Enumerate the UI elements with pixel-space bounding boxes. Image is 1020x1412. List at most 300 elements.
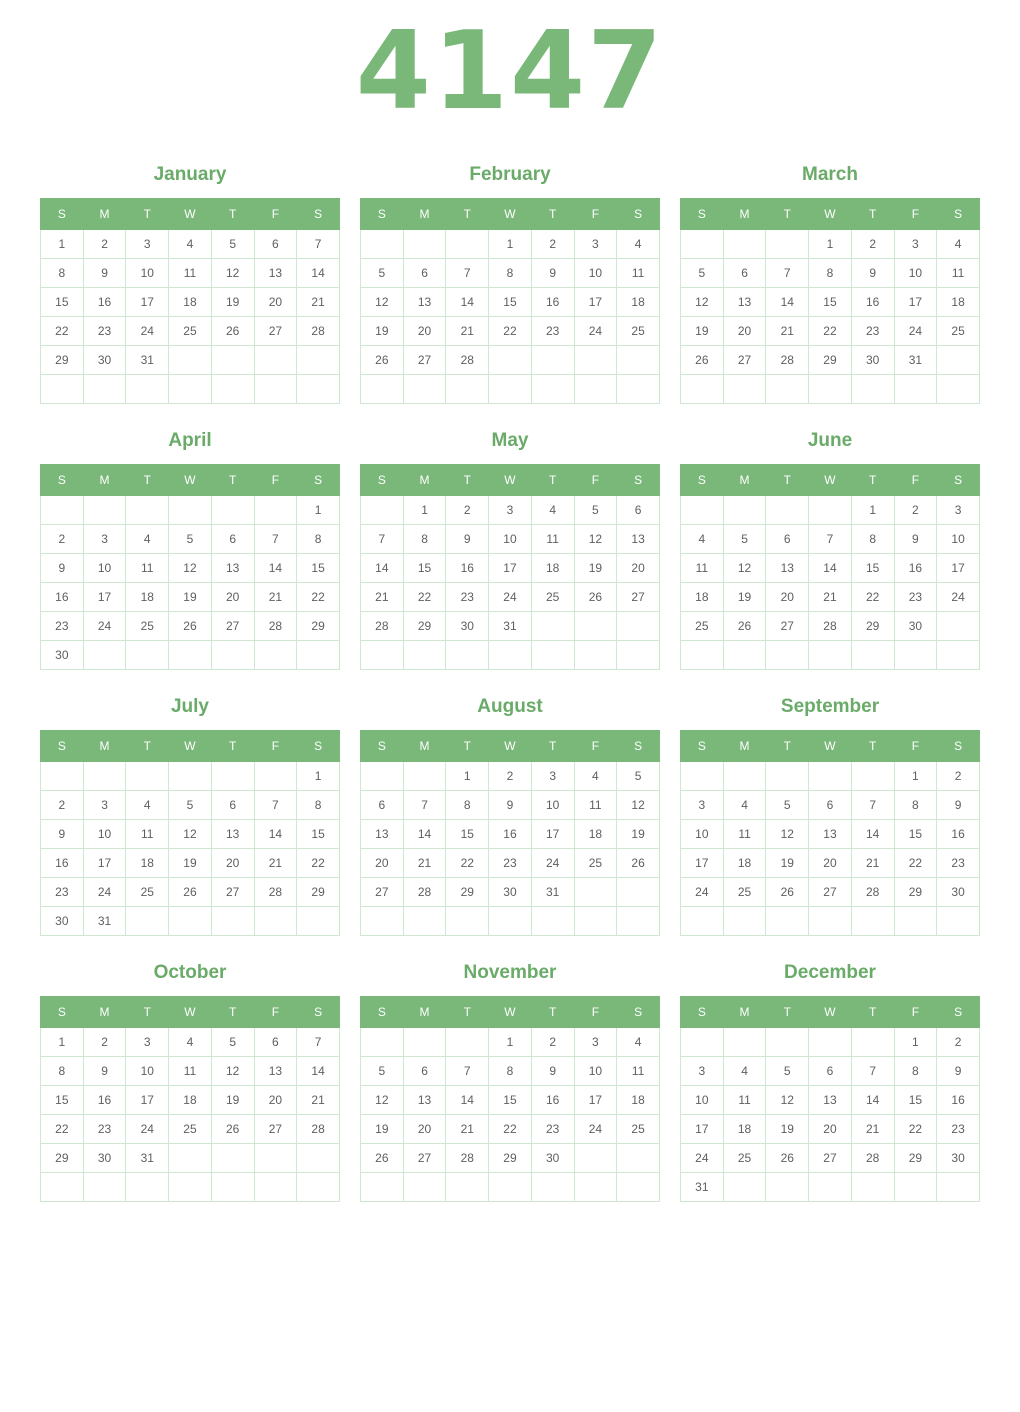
day-cell[interactable]: 31 bbox=[489, 612, 532, 641]
day-cell[interactable]: 6 bbox=[254, 1028, 297, 1057]
day-cell[interactable]: 19 bbox=[169, 849, 212, 878]
day-cell[interactable]: 28 bbox=[297, 317, 340, 346]
day-cell[interactable]: 5 bbox=[169, 525, 212, 554]
day-cell[interactable]: 2 bbox=[531, 1028, 574, 1057]
day-cell[interactable]: 1 bbox=[809, 230, 852, 259]
day-cell[interactable]: 22 bbox=[446, 849, 489, 878]
day-cell[interactable]: 10 bbox=[126, 259, 169, 288]
day-cell[interactable]: 21 bbox=[851, 1115, 894, 1144]
day-cell[interactable]: 23 bbox=[937, 849, 980, 878]
day-cell[interactable]: 6 bbox=[211, 791, 254, 820]
day-cell[interactable]: 29 bbox=[894, 878, 937, 907]
day-cell[interactable]: 1 bbox=[41, 230, 84, 259]
day-cell[interactable]: 28 bbox=[851, 878, 894, 907]
day-cell[interactable]: 19 bbox=[681, 317, 724, 346]
day-cell[interactable]: 11 bbox=[574, 791, 617, 820]
day-cell[interactable]: 16 bbox=[937, 1086, 980, 1115]
day-cell[interactable]: 14 bbox=[254, 554, 297, 583]
day-cell[interactable]: 18 bbox=[617, 288, 660, 317]
day-cell[interactable]: 21 bbox=[254, 583, 297, 612]
day-cell[interactable]: 22 bbox=[489, 317, 532, 346]
day-cell[interactable]: 12 bbox=[211, 259, 254, 288]
day-cell[interactable]: 27 bbox=[361, 878, 404, 907]
day-cell[interactable]: 7 bbox=[297, 1028, 340, 1057]
day-cell[interactable]: 21 bbox=[809, 583, 852, 612]
day-cell[interactable]: 19 bbox=[766, 849, 809, 878]
day-cell[interactable]: 22 bbox=[41, 1115, 84, 1144]
day-cell[interactable]: 30 bbox=[531, 1144, 574, 1173]
day-cell[interactable]: 3 bbox=[531, 762, 574, 791]
day-cell[interactable]: 27 bbox=[723, 346, 766, 375]
day-cell[interactable]: 2 bbox=[83, 1028, 126, 1057]
day-cell[interactable]: 8 bbox=[41, 1057, 84, 1086]
day-cell[interactable]: 24 bbox=[83, 612, 126, 641]
day-cell[interactable]: 12 bbox=[766, 1086, 809, 1115]
day-cell[interactable]: 28 bbox=[361, 612, 404, 641]
day-cell[interactable]: 29 bbox=[851, 612, 894, 641]
day-cell[interactable]: 11 bbox=[681, 554, 724, 583]
day-cell[interactable]: 14 bbox=[361, 554, 404, 583]
day-cell[interactable]: 9 bbox=[937, 791, 980, 820]
day-cell[interactable]: 26 bbox=[361, 1144, 404, 1173]
day-cell[interactable]: 4 bbox=[617, 230, 660, 259]
day-cell[interactable]: 28 bbox=[809, 612, 852, 641]
day-cell[interactable]: 7 bbox=[809, 525, 852, 554]
day-cell[interactable]: 31 bbox=[894, 346, 937, 375]
day-cell[interactable]: 3 bbox=[83, 791, 126, 820]
day-cell[interactable]: 30 bbox=[446, 612, 489, 641]
day-cell[interactable]: 8 bbox=[809, 259, 852, 288]
day-cell[interactable]: 2 bbox=[851, 230, 894, 259]
day-cell[interactable]: 7 bbox=[851, 1057, 894, 1086]
day-cell[interactable]: 15 bbox=[894, 1086, 937, 1115]
day-cell[interactable]: 5 bbox=[361, 259, 404, 288]
day-cell[interactable]: 11 bbox=[169, 1057, 212, 1086]
day-cell[interactable]: 11 bbox=[169, 259, 212, 288]
day-cell[interactable]: 18 bbox=[937, 288, 980, 317]
day-cell[interactable]: 23 bbox=[851, 317, 894, 346]
day-cell[interactable]: 26 bbox=[169, 612, 212, 641]
day-cell[interactable]: 17 bbox=[83, 849, 126, 878]
day-cell[interactable]: 1 bbox=[403, 496, 446, 525]
day-cell[interactable]: 8 bbox=[489, 1057, 532, 1086]
day-cell[interactable]: 21 bbox=[297, 1086, 340, 1115]
day-cell[interactable]: 27 bbox=[254, 317, 297, 346]
day-cell[interactable]: 12 bbox=[617, 791, 660, 820]
day-cell[interactable]: 27 bbox=[254, 1115, 297, 1144]
day-cell[interactable]: 13 bbox=[723, 288, 766, 317]
day-cell[interactable]: 21 bbox=[851, 849, 894, 878]
day-cell[interactable]: 6 bbox=[723, 259, 766, 288]
day-cell[interactable]: 2 bbox=[489, 762, 532, 791]
day-cell[interactable]: 21 bbox=[446, 317, 489, 346]
day-cell[interactable]: 19 bbox=[723, 583, 766, 612]
day-cell[interactable]: 24 bbox=[126, 1115, 169, 1144]
day-cell[interactable]: 4 bbox=[169, 1028, 212, 1057]
day-cell[interactable]: 18 bbox=[617, 1086, 660, 1115]
day-cell[interactable]: 6 bbox=[254, 230, 297, 259]
day-cell[interactable]: 8 bbox=[403, 525, 446, 554]
day-cell[interactable]: 21 bbox=[446, 1115, 489, 1144]
day-cell[interactable]: 26 bbox=[766, 878, 809, 907]
day-cell[interactable]: 6 bbox=[766, 525, 809, 554]
day-cell[interactable]: 16 bbox=[83, 1086, 126, 1115]
day-cell[interactable]: 10 bbox=[681, 820, 724, 849]
day-cell[interactable]: 10 bbox=[574, 1057, 617, 1086]
day-cell[interactable]: 19 bbox=[361, 1115, 404, 1144]
day-cell[interactable]: 1 bbox=[851, 496, 894, 525]
day-cell[interactable]: 7 bbox=[766, 259, 809, 288]
day-cell[interactable]: 20 bbox=[723, 317, 766, 346]
day-cell[interactable]: 17 bbox=[126, 1086, 169, 1115]
day-cell[interactable]: 8 bbox=[489, 259, 532, 288]
day-cell[interactable]: 28 bbox=[403, 878, 446, 907]
day-cell[interactable]: 29 bbox=[489, 1144, 532, 1173]
day-cell[interactable]: 19 bbox=[211, 288, 254, 317]
day-cell[interactable]: 7 bbox=[254, 525, 297, 554]
day-cell[interactable]: 28 bbox=[851, 1144, 894, 1173]
day-cell[interactable]: 21 bbox=[766, 317, 809, 346]
day-cell[interactable]: 10 bbox=[126, 1057, 169, 1086]
day-cell[interactable]: 22 bbox=[894, 1115, 937, 1144]
day-cell[interactable]: 15 bbox=[297, 820, 340, 849]
day-cell[interactable]: 10 bbox=[531, 791, 574, 820]
day-cell[interactable]: 15 bbox=[809, 288, 852, 317]
day-cell[interactable]: 11 bbox=[617, 1057, 660, 1086]
day-cell[interactable]: 14 bbox=[766, 288, 809, 317]
day-cell[interactable]: 4 bbox=[574, 762, 617, 791]
day-cell[interactable]: 3 bbox=[681, 791, 724, 820]
day-cell[interactable]: 7 bbox=[403, 791, 446, 820]
day-cell[interactable]: 2 bbox=[531, 230, 574, 259]
day-cell[interactable]: 14 bbox=[851, 820, 894, 849]
day-cell[interactable]: 2 bbox=[83, 230, 126, 259]
day-cell[interactable]: 8 bbox=[297, 791, 340, 820]
day-cell[interactable]: 30 bbox=[83, 1144, 126, 1173]
day-cell[interactable]: 23 bbox=[446, 583, 489, 612]
day-cell[interactable]: 25 bbox=[681, 612, 724, 641]
day-cell[interactable]: 20 bbox=[809, 849, 852, 878]
day-cell[interactable]: 5 bbox=[361, 1057, 404, 1086]
day-cell[interactable]: 22 bbox=[894, 849, 937, 878]
day-cell[interactable]: 30 bbox=[41, 641, 84, 670]
day-cell[interactable]: 17 bbox=[126, 288, 169, 317]
day-cell[interactable]: 24 bbox=[83, 878, 126, 907]
day-cell[interactable]: 23 bbox=[894, 583, 937, 612]
day-cell[interactable]: 1 bbox=[489, 1028, 532, 1057]
day-cell[interactable]: 13 bbox=[403, 1086, 446, 1115]
day-cell[interactable]: 21 bbox=[254, 849, 297, 878]
day-cell[interactable]: 23 bbox=[83, 1115, 126, 1144]
day-cell[interactable]: 14 bbox=[403, 820, 446, 849]
day-cell[interactable]: 18 bbox=[126, 849, 169, 878]
day-cell[interactable]: 13 bbox=[254, 1057, 297, 1086]
day-cell[interactable]: 25 bbox=[574, 849, 617, 878]
day-cell[interactable]: 1 bbox=[297, 762, 340, 791]
day-cell[interactable]: 26 bbox=[766, 1144, 809, 1173]
day-cell[interactable]: 3 bbox=[83, 525, 126, 554]
day-cell[interactable]: 29 bbox=[297, 878, 340, 907]
day-cell[interactable]: 3 bbox=[126, 1028, 169, 1057]
day-cell[interactable]: 13 bbox=[809, 820, 852, 849]
day-cell[interactable]: 22 bbox=[403, 583, 446, 612]
day-cell[interactable]: 27 bbox=[766, 612, 809, 641]
day-cell[interactable]: 16 bbox=[83, 288, 126, 317]
day-cell[interactable]: 31 bbox=[83, 907, 126, 936]
day-cell[interactable]: 23 bbox=[937, 1115, 980, 1144]
day-cell[interactable]: 1 bbox=[489, 230, 532, 259]
day-cell[interactable]: 25 bbox=[531, 583, 574, 612]
day-cell[interactable]: 16 bbox=[851, 288, 894, 317]
day-cell[interactable]: 7 bbox=[851, 791, 894, 820]
day-cell[interactable]: 28 bbox=[254, 878, 297, 907]
day-cell[interactable]: 24 bbox=[681, 878, 724, 907]
day-cell[interactable]: 7 bbox=[361, 525, 404, 554]
day-cell[interactable]: 13 bbox=[254, 259, 297, 288]
day-cell[interactable]: 11 bbox=[617, 259, 660, 288]
day-cell[interactable]: 28 bbox=[446, 1144, 489, 1173]
day-cell[interactable]: 8 bbox=[894, 791, 937, 820]
day-cell[interactable]: 29 bbox=[894, 1144, 937, 1173]
day-cell[interactable]: 11 bbox=[723, 1086, 766, 1115]
day-cell[interactable]: 22 bbox=[41, 317, 84, 346]
day-cell[interactable]: 15 bbox=[41, 288, 84, 317]
day-cell[interactable]: 29 bbox=[41, 346, 84, 375]
day-cell[interactable]: 22 bbox=[809, 317, 852, 346]
day-cell[interactable]: 11 bbox=[126, 554, 169, 583]
day-cell[interactable]: 23 bbox=[531, 317, 574, 346]
day-cell[interactable]: 31 bbox=[126, 346, 169, 375]
day-cell[interactable]: 26 bbox=[211, 317, 254, 346]
day-cell[interactable]: 20 bbox=[254, 288, 297, 317]
day-cell[interactable]: 17 bbox=[681, 1115, 724, 1144]
day-cell[interactable]: 14 bbox=[297, 259, 340, 288]
day-cell[interactable]: 27 bbox=[211, 612, 254, 641]
day-cell[interactable]: 11 bbox=[126, 820, 169, 849]
day-cell[interactable]: 2 bbox=[937, 762, 980, 791]
day-cell[interactable]: 22 bbox=[297, 583, 340, 612]
day-cell[interactable]: 4 bbox=[126, 525, 169, 554]
day-cell[interactable]: 30 bbox=[489, 878, 532, 907]
day-cell[interactable]: 27 bbox=[809, 878, 852, 907]
day-cell[interactable]: 14 bbox=[809, 554, 852, 583]
day-cell[interactable]: 5 bbox=[211, 1028, 254, 1057]
day-cell[interactable]: 16 bbox=[489, 820, 532, 849]
day-cell[interactable]: 25 bbox=[617, 317, 660, 346]
day-cell[interactable]: 8 bbox=[446, 791, 489, 820]
day-cell[interactable]: 3 bbox=[489, 496, 532, 525]
day-cell[interactable]: 24 bbox=[681, 1144, 724, 1173]
day-cell[interactable]: 6 bbox=[361, 791, 404, 820]
day-cell[interactable]: 24 bbox=[937, 583, 980, 612]
day-cell[interactable]: 9 bbox=[531, 259, 574, 288]
day-cell[interactable]: 10 bbox=[83, 554, 126, 583]
day-cell[interactable]: 27 bbox=[809, 1144, 852, 1173]
day-cell[interactable]: 29 bbox=[809, 346, 852, 375]
day-cell[interactable]: 9 bbox=[41, 820, 84, 849]
day-cell[interactable]: 11 bbox=[531, 525, 574, 554]
day-cell[interactable]: 16 bbox=[41, 583, 84, 612]
day-cell[interactable]: 6 bbox=[403, 259, 446, 288]
day-cell[interactable]: 29 bbox=[41, 1144, 84, 1173]
day-cell[interactable]: 28 bbox=[297, 1115, 340, 1144]
day-cell[interactable]: 24 bbox=[574, 1115, 617, 1144]
day-cell[interactable]: 24 bbox=[894, 317, 937, 346]
day-cell[interactable]: 13 bbox=[617, 525, 660, 554]
day-cell[interactable]: 1 bbox=[894, 762, 937, 791]
day-cell[interactable]: 14 bbox=[254, 820, 297, 849]
day-cell[interactable]: 18 bbox=[126, 583, 169, 612]
day-cell[interactable]: 24 bbox=[489, 583, 532, 612]
day-cell[interactable]: 25 bbox=[617, 1115, 660, 1144]
day-cell[interactable]: 16 bbox=[531, 288, 574, 317]
day-cell[interactable]: 30 bbox=[894, 612, 937, 641]
day-cell[interactable]: 27 bbox=[617, 583, 660, 612]
day-cell[interactable]: 1 bbox=[446, 762, 489, 791]
day-cell[interactable]: 4 bbox=[126, 791, 169, 820]
day-cell[interactable]: 6 bbox=[403, 1057, 446, 1086]
day-cell[interactable]: 3 bbox=[574, 230, 617, 259]
day-cell[interactable]: 13 bbox=[403, 288, 446, 317]
day-cell[interactable]: 17 bbox=[531, 820, 574, 849]
day-cell[interactable]: 14 bbox=[851, 1086, 894, 1115]
day-cell[interactable]: 22 bbox=[489, 1115, 532, 1144]
day-cell[interactable]: 18 bbox=[169, 1086, 212, 1115]
day-cell[interactable]: 23 bbox=[41, 878, 84, 907]
day-cell[interactable]: 10 bbox=[83, 820, 126, 849]
day-cell[interactable]: 11 bbox=[937, 259, 980, 288]
day-cell[interactable]: 24 bbox=[574, 317, 617, 346]
day-cell[interactable]: 4 bbox=[723, 1057, 766, 1086]
day-cell[interactable]: 6 bbox=[809, 791, 852, 820]
day-cell[interactable]: 2 bbox=[937, 1028, 980, 1057]
day-cell[interactable]: 20 bbox=[403, 1115, 446, 1144]
day-cell[interactable]: 20 bbox=[403, 317, 446, 346]
day-cell[interactable]: 19 bbox=[361, 317, 404, 346]
day-cell[interactable]: 12 bbox=[169, 554, 212, 583]
day-cell[interactable]: 19 bbox=[574, 554, 617, 583]
day-cell[interactable]: 9 bbox=[937, 1057, 980, 1086]
day-cell[interactable]: 4 bbox=[681, 525, 724, 554]
day-cell[interactable]: 7 bbox=[254, 791, 297, 820]
day-cell[interactable]: 2 bbox=[41, 525, 84, 554]
day-cell[interactable]: 19 bbox=[766, 1115, 809, 1144]
day-cell[interactable]: 17 bbox=[894, 288, 937, 317]
day-cell[interactable]: 28 bbox=[766, 346, 809, 375]
day-cell[interactable]: 13 bbox=[211, 820, 254, 849]
day-cell[interactable]: 22 bbox=[297, 849, 340, 878]
day-cell[interactable]: 25 bbox=[126, 878, 169, 907]
day-cell[interactable]: 7 bbox=[297, 230, 340, 259]
day-cell[interactable]: 12 bbox=[361, 288, 404, 317]
day-cell[interactable]: 17 bbox=[937, 554, 980, 583]
day-cell[interactable]: 3 bbox=[574, 1028, 617, 1057]
day-cell[interactable]: 15 bbox=[489, 288, 532, 317]
day-cell[interactable]: 30 bbox=[937, 878, 980, 907]
day-cell[interactable]: 12 bbox=[681, 288, 724, 317]
day-cell[interactable]: 24 bbox=[126, 317, 169, 346]
day-cell[interactable]: 16 bbox=[937, 820, 980, 849]
day-cell[interactable]: 10 bbox=[937, 525, 980, 554]
day-cell[interactable]: 27 bbox=[403, 346, 446, 375]
day-cell[interactable]: 19 bbox=[211, 1086, 254, 1115]
day-cell[interactable]: 9 bbox=[894, 525, 937, 554]
day-cell[interactable]: 18 bbox=[723, 849, 766, 878]
day-cell[interactable]: 31 bbox=[681, 1173, 724, 1202]
day-cell[interactable]: 17 bbox=[681, 849, 724, 878]
day-cell[interactable]: 30 bbox=[851, 346, 894, 375]
day-cell[interactable]: 26 bbox=[617, 849, 660, 878]
day-cell[interactable]: 25 bbox=[169, 1115, 212, 1144]
day-cell[interactable]: 13 bbox=[809, 1086, 852, 1115]
day-cell[interactable]: 2 bbox=[894, 496, 937, 525]
day-cell[interactable]: 18 bbox=[531, 554, 574, 583]
day-cell[interactable]: 20 bbox=[617, 554, 660, 583]
day-cell[interactable]: 4 bbox=[531, 496, 574, 525]
day-cell[interactable]: 17 bbox=[574, 288, 617, 317]
day-cell[interactable]: 16 bbox=[894, 554, 937, 583]
day-cell[interactable]: 1 bbox=[894, 1028, 937, 1057]
day-cell[interactable]: 9 bbox=[83, 259, 126, 288]
day-cell[interactable]: 29 bbox=[446, 878, 489, 907]
day-cell[interactable]: 26 bbox=[574, 583, 617, 612]
day-cell[interactable]: 29 bbox=[297, 612, 340, 641]
day-cell[interactable]: 24 bbox=[531, 849, 574, 878]
day-cell[interactable]: 2 bbox=[446, 496, 489, 525]
day-cell[interactable]: 3 bbox=[681, 1057, 724, 1086]
day-cell[interactable]: 26 bbox=[681, 346, 724, 375]
day-cell[interactable]: 20 bbox=[766, 583, 809, 612]
day-cell[interactable]: 9 bbox=[83, 1057, 126, 1086]
day-cell[interactable]: 18 bbox=[574, 820, 617, 849]
day-cell[interactable]: 3 bbox=[894, 230, 937, 259]
day-cell[interactable]: 9 bbox=[41, 554, 84, 583]
day-cell[interactable]: 21 bbox=[297, 288, 340, 317]
day-cell[interactable]: 26 bbox=[723, 612, 766, 641]
day-cell[interactable]: 25 bbox=[723, 1144, 766, 1173]
day-cell[interactable]: 10 bbox=[489, 525, 532, 554]
day-cell[interactable]: 19 bbox=[617, 820, 660, 849]
day-cell[interactable]: 4 bbox=[937, 230, 980, 259]
day-cell[interactable]: 13 bbox=[766, 554, 809, 583]
day-cell[interactable]: 5 bbox=[723, 525, 766, 554]
day-cell[interactable]: 15 bbox=[403, 554, 446, 583]
day-cell[interactable]: 25 bbox=[126, 612, 169, 641]
day-cell[interactable]: 13 bbox=[211, 554, 254, 583]
day-cell[interactable]: 20 bbox=[211, 849, 254, 878]
day-cell[interactable]: 25 bbox=[937, 317, 980, 346]
day-cell[interactable]: 1 bbox=[41, 1028, 84, 1057]
day-cell[interactable]: 27 bbox=[211, 878, 254, 907]
day-cell[interactable]: 17 bbox=[83, 583, 126, 612]
day-cell[interactable]: 12 bbox=[574, 525, 617, 554]
day-cell[interactable]: 6 bbox=[809, 1057, 852, 1086]
day-cell[interactable]: 6 bbox=[211, 525, 254, 554]
day-cell[interactable]: 8 bbox=[851, 525, 894, 554]
day-cell[interactable]: 10 bbox=[681, 1086, 724, 1115]
day-cell[interactable]: 22 bbox=[851, 583, 894, 612]
day-cell[interactable]: 12 bbox=[361, 1086, 404, 1115]
day-cell[interactable]: 12 bbox=[211, 1057, 254, 1086]
day-cell[interactable]: 23 bbox=[531, 1115, 574, 1144]
day-cell[interactable]: 14 bbox=[446, 1086, 489, 1115]
day-cell[interactable]: 7 bbox=[446, 259, 489, 288]
day-cell[interactable]: 3 bbox=[937, 496, 980, 525]
day-cell[interactable]: 6 bbox=[617, 496, 660, 525]
day-cell[interactable]: 9 bbox=[489, 791, 532, 820]
day-cell[interactable]: 14 bbox=[446, 288, 489, 317]
day-cell[interactable]: 16 bbox=[41, 849, 84, 878]
